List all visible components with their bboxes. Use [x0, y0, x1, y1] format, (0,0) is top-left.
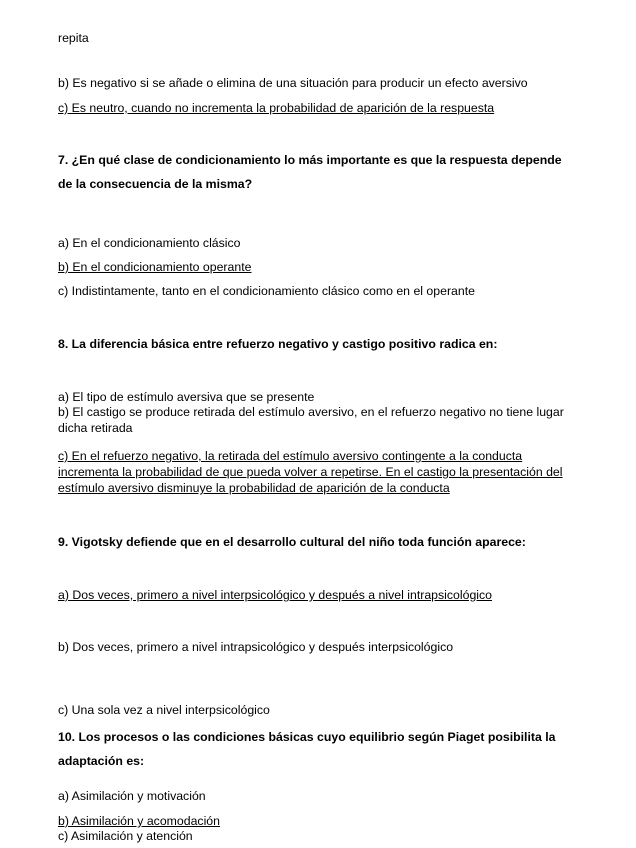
q10-option-a: a) Asimilación y motivación: [58, 789, 206, 803]
answer-option-b: b) Es negativo si se añade o elimina de una situación para producir un efecto aversivo: [58, 76, 528, 90]
question-9: 9. Vigotsky defiende que en el desarrollo cultural del niño toda función aparece:: [58, 535, 526, 549]
q8-option-b-line-2: dicha retirada: [58, 421, 133, 435]
question-10-line-1: 10. Los procesos o las condiciones básicas cuyo equilibrio según Piaget posibilita la: [58, 730, 556, 744]
question-8: 8. La diferencia básica entre refuerzo negativo y castigo positivo radica en:: [58, 337, 498, 351]
question-7-line-1: 7. ¿En qué clase de condicionamiento lo más importante es que la respuesta depende: [58, 153, 562, 167]
q7-option-b-correct: b) En el condicionamiento operante: [58, 260, 252, 274]
q8-option-c-line-2: incrementa la probabilidad de que pueda volver a repetirse. En el castigo la presentación del: [58, 465, 563, 479]
q10-option-c: c) Asimilación y atención: [58, 829, 193, 843]
answer-continuation: repita: [58, 31, 89, 45]
question-7-line-2: de la consecuencia de la misma?: [58, 177, 253, 191]
answer-option-c-correct: c) Es neutro, cuando no incrementa la probabilidad de aparición de la respuesta: [58, 101, 495, 115]
q9-option-a-correct: a) Dos veces, primero a nivel interpsicológico y después a nivel intrapsicológico: [58, 588, 493, 602]
q8-option-b-line-1: b) El castigo se produce retirada del estímulo aversivo, en el refuerzo negativo no tiene lugar: [58, 405, 564, 419]
q8-option-a: a) El tipo de estímulo aversiva que se presente: [58, 390, 315, 404]
question-10-line-2: adaptación es:: [58, 754, 145, 768]
q9-option-b: b) Dos veces, primero a nivel intrapsicológico y después interpsicológico: [58, 640, 454, 654]
q7-option-a: a) En el condicionamiento clásico: [58, 236, 241, 250]
q8-option-c-line-3: estímulo aversivo disminuye la probabilidad de aparición de la conducta: [58, 481, 450, 495]
q8-option-c-line-1: c) En el refuerzo negativo, la retirada del estímulo aversivo contingente a la conducta: [58, 449, 523, 463]
q10-option-b-correct: b) Asimilación y acomodación: [58, 814, 220, 828]
q7-option-c: c) Indistintamente, tanto en el condicionamiento clásico como en el operante: [58, 284, 475, 298]
q9-option-c: c) Una sola vez a nivel interpsicológico: [58, 703, 270, 717]
